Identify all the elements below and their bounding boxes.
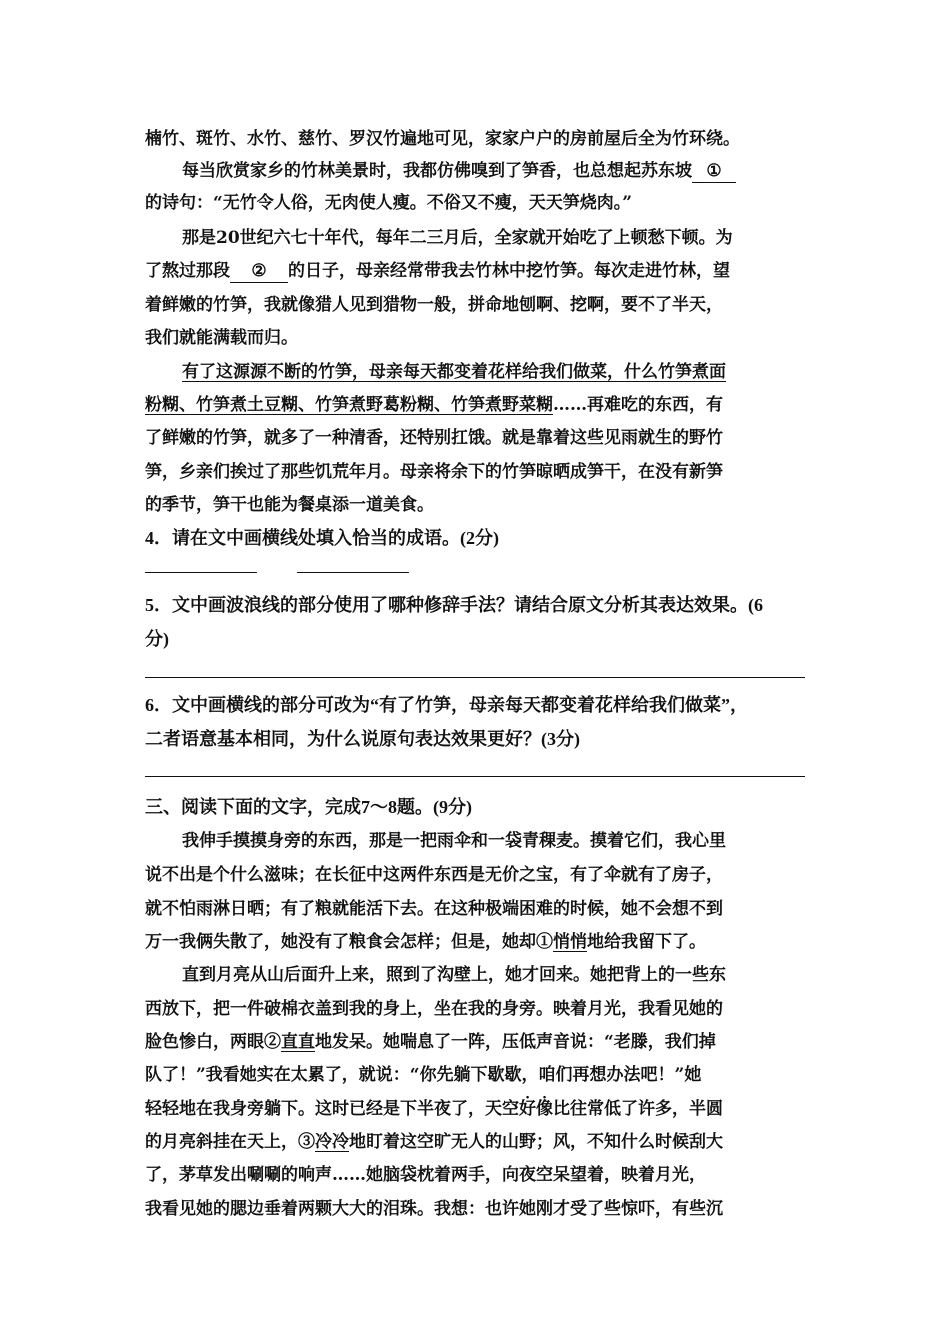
- passage-text: 了熬过那段: [145, 261, 230, 281]
- answer-line: [297, 572, 409, 573]
- passage-line: [145, 1098, 805, 1120]
- passage-line: 说不出是个什么滋味；在长征中这两件东西是无价之宝，有了伞就有了房子，: [145, 865, 723, 885]
- passage-line: 的季节，笋干也能为餐桌添一道美食。: [145, 495, 434, 515]
- passage-text: 的日子，母亲经常带我去竹林中挖竹笋。每次走进竹林，望: [288, 261, 730, 281]
- passage-text: ……再难吃的东西，有: [553, 395, 723, 415]
- passage-line: 笋，乡亲们挨过了那些饥荒年月。母亲将余下的竹笋晾晒成笋干，在没有新笋: [145, 462, 723, 482]
- underlined-sentence: 有了这源源不断的竹笋，母亲每天都变着花样给我们做菜，什么竹笋煮面: [182, 362, 726, 382]
- passage-text: 的月亮斜挂在天上，③: [145, 1132, 315, 1152]
- passage-line: 队了！”我看她实在太累了，就说：“你先躺下歇歇，咱们再想办法吧！”她: [145, 1065, 702, 1085]
- passage-line: 我们就能满载而归。: [145, 328, 298, 348]
- answer-line: [145, 776, 805, 777]
- passage-line: 楠竹、斑竹、水竹、慈竹、罗汉竹遍地可见，家家户户的房前屋后全为竹环绕。: [145, 129, 740, 149]
- passage-line: 着鲜嫩的竹笋，我就像猎人见到猎物一般，拼命地刨啊、挖啊，要不了半天，: [145, 295, 723, 315]
- passage-line: 的诗句：“无竹令人俗，无肉使人瘦。不俗又不瘦，天天笋烧肉。”: [145, 193, 633, 213]
- fill-blank-1: ①: [692, 160, 736, 183]
- passage-text: 轻轻地在我身旁躺下。这时已经是下半夜了，天空: [145, 1099, 519, 1119]
- passage-line: 那是20世纪六七十年代，每年二三月后，全家就开始吃了上顿愁下顿。为: [182, 228, 733, 248]
- underlined-word-1: 悄悄: [553, 932, 587, 952]
- passage-text: 地盯着这空旷无人的山野；风，不知什么时候刮大: [349, 1132, 723, 1152]
- passage-text: 地给我留下了。: [587, 932, 706, 952]
- passage-text: 脸色惨白，两眼②: [145, 1032, 281, 1052]
- dotted-char: 好: [519, 1099, 536, 1119]
- passage-line: [145, 1131, 805, 1153]
- underlined-word-2: 直直: [281, 1032, 315, 1052]
- passage-line: 直到月亮从山后面升上来，照到了沟壁上，她才回来。她把背上的一些东: [182, 965, 726, 985]
- answer-line: [145, 677, 805, 678]
- passage-line: 我看见她的腮边垂着两颗大大的泪珠。我想：也许她刚才受了些惊吓，有些沉: [145, 1199, 723, 1219]
- answer-line: [145, 572, 257, 573]
- passage-line: [182, 361, 805, 383]
- question-4: 4．请在文中画横线处填入恰当的成语。(2分): [145, 528, 499, 548]
- passage-text: 地发呆。她喘息了一阵，压低声音说：“老滕，我们掉: [315, 1032, 716, 1052]
- passage-line: 了鲜嫩的竹笋，就多了一种清香，还特别扛饿。就是靠着这些见雨就生的野竹: [145, 428, 723, 448]
- passage-line: [182, 160, 805, 183]
- passage-line: [145, 1031, 805, 1053]
- fill-blank-2: ②: [230, 260, 288, 283]
- passage-line: 就不怕雨淋日晒；有了粮就能活下去。在这种极端困难的时候，她不会想不到: [145, 899, 723, 919]
- passage-text: 每当欣赏家乡的竹林美景时，我都仿佛嗅到了笋香，也总想起苏东坡: [182, 161, 692, 181]
- passage-text: 比往常低了许多，半圆: [553, 1099, 723, 1119]
- passage-line: 我伸手摸摸身旁的东西，那是一把雨伞和一袋青稞麦。摸着它们，我心里: [182, 831, 726, 851]
- section-3-heading: 三、阅读下面的文字，完成7～8题。(9分): [145, 797, 472, 817]
- passage-line: [145, 260, 805, 283]
- question-5: 5．文中画波浪线的部分使用了哪种修辞手法？请结合原文分析其表达效果。(6: [145, 595, 763, 615]
- passage-line: [145, 931, 805, 953]
- wavy-underlined-phrase: 粉糊、竹笋煮土豆糊、竹笋煮野葛粉糊、竹笋煮野菜糊: [145, 395, 553, 415]
- underlined-word-3: 冷冷: [315, 1132, 349, 1152]
- passage-line: 西放下，把一件破棉衣盖到我的身上，坐在我的身旁。映着月光，我看见她的: [145, 999, 723, 1019]
- question-5-cont: 分): [145, 629, 169, 649]
- dotted-char: 像: [536, 1099, 553, 1119]
- question-6-cont: 二者语意基本相同，为什么说原句表达效果更好？(3分): [145, 729, 580, 749]
- question-6: 6．文中画横线的部分可改为“有了竹笋，母亲每天都变着花样给我们做菜”，: [145, 695, 748, 715]
- passage-text: 万一我俩失散了，她没有了粮食会怎样；但是，她却①: [145, 932, 553, 952]
- passage-line: 了，茅草发出唰唰的响声……她脑袋枕着两手，向夜空呆望着，映着月光，: [145, 1165, 706, 1185]
- passage-line: [145, 394, 805, 416]
